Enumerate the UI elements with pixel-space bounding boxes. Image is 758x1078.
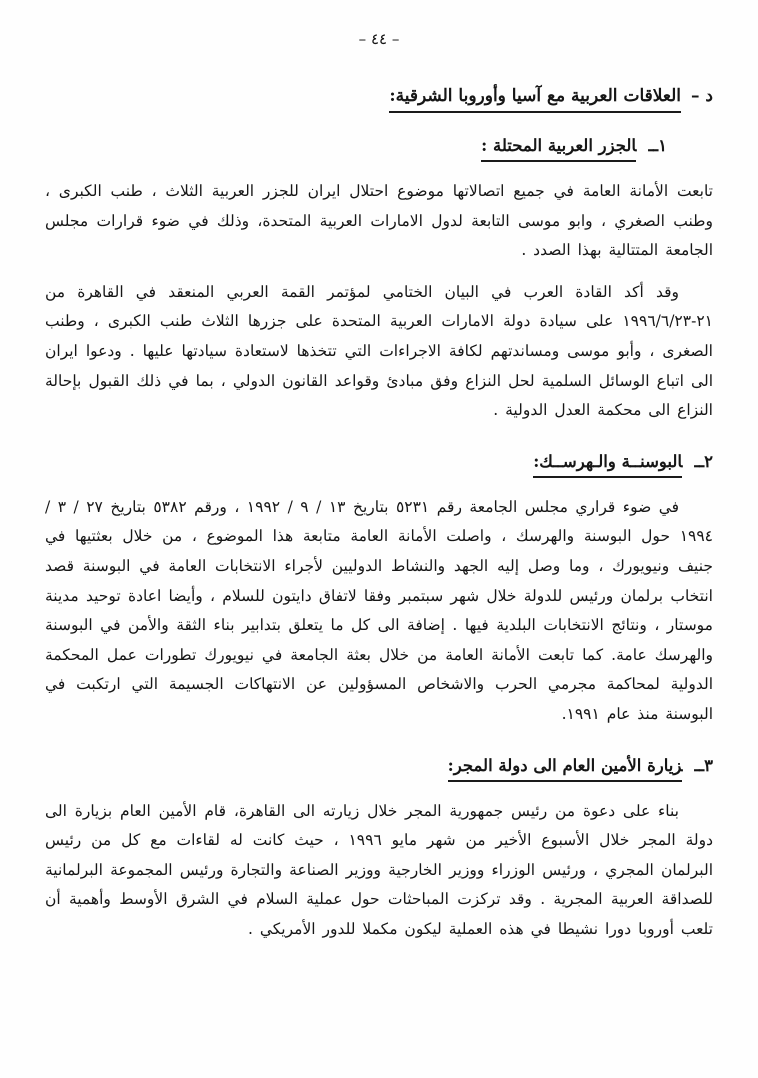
section-3-heading (45, 756, 713, 775)
section-2-heading (45, 452, 713, 471)
section-1-paragraph-2: وقد أكد القادة العرب في البيان الختامي لمؤتمر القمة العربي المنعقد في القاهرة من ٢١-١٩٩٦/٦/٢٣ على سيادة دولة الامارات العربية المتحدة على جزرها الثلاث طنب الكبرى ، وطنب الصغرى ، وأبو موسى ومساندتهم لكافة الاجراءات التي تتخذها لاستعادة سيادتها عليها . ودعوا ايران الى اتباع الوسائل السلمية لحل النزاع وفق مبادئ وقواعد القانون الدولي ، بما في ذلك القبول بإحالة النزاع الى محكمة العدل الدولية . (45, 282, 713, 420)
section-2-title: البوسنــة والـهرســك: (533, 452, 682, 478)
main-heading-title: العلاقات العربية مع آسيا وأوروبا الشرقية: (389, 86, 681, 113)
section-bosnia-herzegovina (45, 452, 713, 730)
section-3-title: زيارة الأمين العام الى دولة المجر: (448, 756, 683, 782)
section-1-heading (45, 136, 713, 155)
section-1-paragraph-1: تابعت الأمانة العامة في جميع اتصالاتها موضوع احتلال ايران للجزر العربية الثلاث ، طنب الكبرى ، وطنب الصغري ، وابو موسى التابعة لدول الامارات العربية المتحدة، وذلك في ضوء قرارات مجلس الجامعة المتتالية بهذا الصدد . (45, 182, 713, 260)
section-3-number: ٣ــ (694, 755, 713, 775)
page-number: – ٤٤ – (358, 30, 400, 48)
section-2-number: ٢ــ (694, 451, 713, 471)
section-1-number: ١ــ (648, 136, 667, 155)
main-heading (45, 86, 713, 106)
section-2-paragraph-1: في ضوء قراري مجلس الجامعة رقم ٥٢٣١ بتاريخ ١٣ / ٩ / ١٩٩٢ ، ورقم ٥٣٨٢ بتاريخ ٢٧ / ٣ / ١٩٩٤ حول البوسنة والهرسك ، واصلت الأمانة العامة متابعة هذا الموضوع ، من خلال بعثتيها في جنيف ونيويورك ، وما وصل إليه الجهد والنشاط الدوليين لأجراء الانتخابات العامة في البوسنة قصد انتخاب برلمان ورئيس للدولة خلال شهر سبتمبر وفقا لاتفاق دايتون للسلام ، وأيضا اعادة توحيد مدينة موستار ، ونتائج الانتخابات البلدية فيها . إضافة الى كل ما يتعلق بتدابير بناء الثقة والأمن في البوسنة والهرسك عامة. كما تابعت الأمانة العامة من خلال بعثة الجامعة في نيويورك تطورات عمل المحكمة الدولية لمحاكمة مجرمي الحرب والاشخاص المسؤولين عن الانتهاكات الجسيمة التي ارتكبت في البوسنة منذ عام ١٩٩١. (45, 497, 713, 723)
main-heading-prefix: د – (691, 86, 713, 106)
section-occupied-arab-islands (45, 136, 713, 426)
section-1-title: الجزر العربية المحتلة : (481, 136, 636, 162)
section-3-paragraph-1: بناء على دعوة من رئيس جمهورية المجر خلال زيارته الى القاهرة، قام الأمين العام بزيارة الى دولة المجر خلال الأسبوع الأخير من شهر مايو ١٩٩٦ ، حيث كانت له لقاءات مع كل من رئيس البرلمان المجري ، ورئيس الوزراء ووزير الخارجية ووزير الصناعة والتجارة ورئيس المجموعة البرلمانية للصداقة العربية المجرية . وقد تركزت المباحثات حول عملية السلام في الشرق الأوسط وأهمية أن تلعب أوروبا دورا نشيطا في هذه العملية ليكون مكملا للدور الأمريكي . (45, 801, 713, 938)
section-hungary-visit (45, 756, 713, 945)
